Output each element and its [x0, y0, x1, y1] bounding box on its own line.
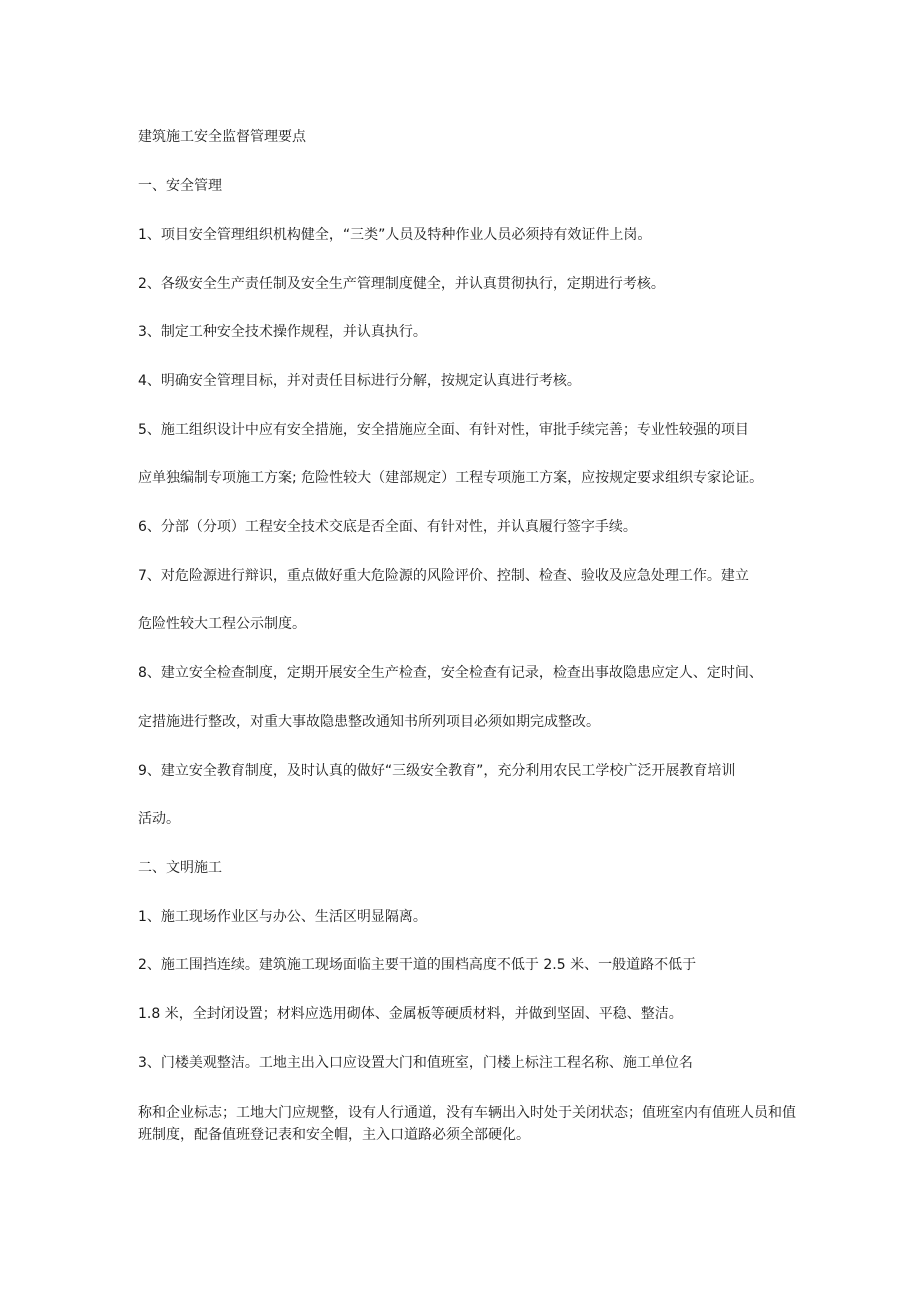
section-1-item-7-line-1: 7、对危险源进行辩识，重点做好重大危险源的风险评价、控制、检查、验收及应急处理工作。建立 [138, 568, 749, 584]
section-1-item-5-line-2: 应单独编制专项施工方案; 危险性较大（建部规定）工程专项施工方案，应按规定要求组织专家论证。 [138, 470, 764, 486]
section-2-item-1: 1、施工现场作业区与办公、生活区明显隔离。 [138, 909, 427, 925]
section-1-item-5-line-1: 5、施工组织设计中应有安全措施，安全措施应全面、有针对性，审批手续完善；专业性较强的项目 [138, 422, 749, 438]
section-1-item-8-line-2: 定措施进行整改，对重大事故隐患整改通知书所列项目必须如期完成整改。 [138, 714, 600, 730]
section-2-item-3-paragraph: 称和企业标志；工地大门应规整，设有人行通道，没有车辆出入时处于关闭状态；值班室内有值班人员和值班制度，配备值班登记表和安全帽，主入口道路必须全部硬化。 [138, 1105, 796, 1143]
section-1-item-9-line-2: 活动。 [138, 811, 180, 827]
section-2-item-3-line-1: 3、门楼美观整洁。工地主出入口应设置大门和值班室，门楼上标注工程名称、施工单位名 [138, 1055, 693, 1071]
section-1-item-1: 1、项目安全管理组织机构健全，“三类”人员及特种作业人员必须持有效证件上岗。 [138, 227, 652, 243]
section-1-item-9-line-1: 9、建立安全教育制度，及时认真的做好“三级安全教育”，充分利用农民工学校广泛开展教育培训 [138, 763, 736, 779]
section-2-item-2-line-2: 1.8 米，全封闭设置；材料应选用砌体、金属板等硬质材料，并做到坚固、平稳、整洁。 [138, 1006, 683, 1022]
section-heading-civilized-construction: 二、文明施工 [138, 860, 222, 876]
section-1-item-2: 2、各级安全生产责任制及安全生产管理制度健全，并认真贯彻执行，定期进行考核。 [138, 276, 665, 292]
document-title: 建筑施工安全监督管理要点 [138, 129, 306, 145]
section-1-item-6: 6、分部（分项）工程安全技术交底是否全面、有针对性，并认真履行签字手续。 [138, 519, 637, 535]
section-heading-safety-management: 一、安全管理 [138, 178, 222, 194]
section-1-item-3: 3、制定工种安全技术操作规程，并认真执行。 [138, 324, 427, 340]
section-1-item-8-line-1: 8、建立安全检查制度，定期开展安全生产检查，安全检查有记录，检查出事故隐患应定人、定时间、 [138, 665, 763, 681]
section-2-item-2-line-1: 2、施工围挡连续。建筑施工现场面临主要干道的围档高度不低于 2.5 米、一般道路不低于 [138, 957, 697, 973]
section-1-item-4: 4、明确安全管理目标，并对责任目标进行分解，按规定认真进行考核。 [138, 373, 581, 389]
section-1-item-7-line-2: 危险性较大工程公示制度。 [138, 616, 306, 632]
